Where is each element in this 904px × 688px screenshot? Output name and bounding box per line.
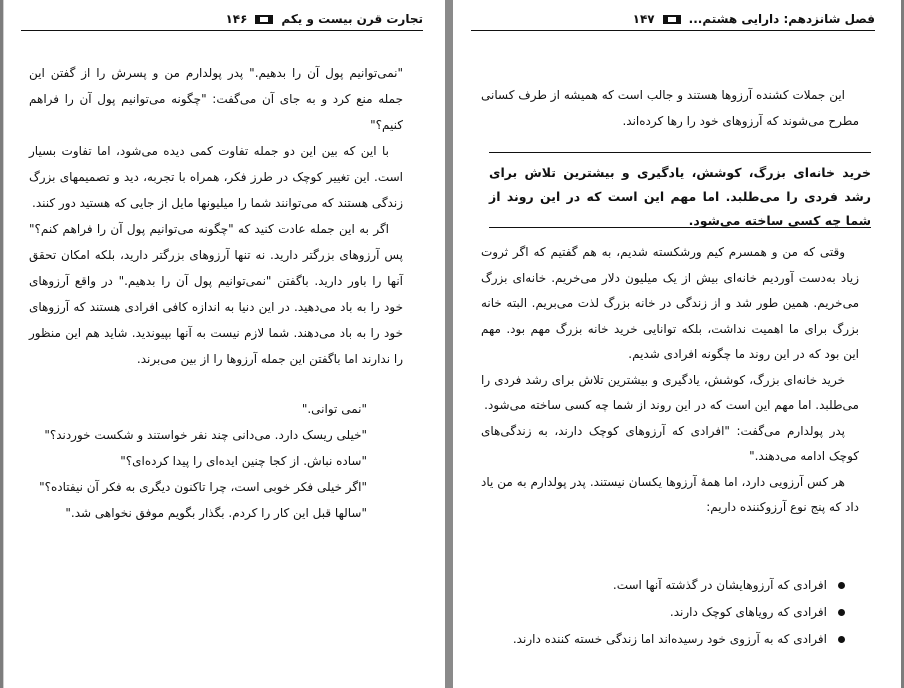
book-gutter — [445, 0, 453, 688]
bullet-list — [473, 572, 845, 653]
running-title: فصل شانزدهم: دارایی هشتم... — [688, 12, 875, 26]
paragraph: خرید خانه‌ای بزرگ، کوشش، یادگیری و بیشترین تلاش برای رشد فردی را می‌طلبد. اما مهم این است که در این روند از شما چه کسی ساخته می‌شود. — [481, 372, 859, 412]
left-page-body — [29, 60, 403, 526]
right-page-intro — [481, 82, 859, 134]
pull-quote: خرید خانه‌ای بزرگ، کوشش، یادگیری و بیشترین تلاش برای رشد فردی را می‌طلبد. اما مهم این است که در این روند از شما چه کسی ساخته می‌شود. — [489, 152, 871, 228]
bullet-item: افرادی که آرزوهایشان در گذشته آنها است. — [473, 572, 845, 599]
quote-list — [29, 396, 403, 526]
paragraph: اگر به این جمله عادت کنید که "چگونه می‌توانیم پول آن را فراهم کنم؟" پس آرزوهای بزرگتر دارید. نه تنها آرزوهای بزرگتر دارید، بلکه امکان تحقق آنها را باور دارید. باگفتن "نمی‌توانیم پول آن را بدهیم." در واقع آرزوهای خود را به باد می‌دهید. در این دنیا به اندازه کافی افرادی هستند که آرزوهای خود را به باد می‌دهند. شما لازم نیست به آنها بپیوندید. شاید هم این منظور را ندارند اما باگفتن این جمله آرزوها را از بین می‌برند. — [29, 222, 403, 366]
publisher-logo-icon — [663, 15, 681, 24]
bullet-item: افرادی که به آرزوی خود رسیده‌اند اما زندگی خسته کننده دارند. — [473, 626, 845, 653]
publisher-logo-icon — [255, 15, 273, 24]
paragraph: با این که بین این دو جمله تفاوت کمی دیده می‌شود، اما تفاوت بسیار است. این تغییر کوچک در طرز فکر، همراه با تجربه، دید و تصمیمهای بزرگ زندگی هستند که می‌توانند شما را میلیونها مایل از جایی که هستید دور کنند. — [29, 144, 403, 210]
paragraph: پدر پولدارم می‌گفت: "افرادی که آرزوهای کوچک دارند، به زندگی‌های کوچک ادامه می‌دهند." — [481, 423, 859, 463]
page-number: ۱۴۶ — [225, 12, 248, 26]
quote-item: "نمی توانی." — [301, 402, 367, 416]
quote-item: "سالها قبل این کار را کردم. بگذار بگویم موفق نخواهی شد." — [65, 506, 367, 520]
quote-item: "اگر خیلی فکر خوبی است، چرا تاکنون دیگری به فکر آن نیفتاده؟" — [39, 480, 367, 494]
quote-item: "ساده نباش. از کجا چنین ایده‌ای را پیدا کرده‌ای؟" — [120, 454, 367, 468]
quote-item: "خیلی ریسک دارد. می‌دانی چند نفر خواستند و شکست خوردند؟" — [44, 428, 367, 442]
right-page — [453, 0, 901, 688]
paragraph: هر کس آرزویی دارد، اما همهٔ آرزوها یکسان نیستند. پدر پولدارم به من یاد داد که پنج نوع آرزوکننده داریم: — [481, 474, 859, 514]
running-title: تجارت قرن بیست و یکم — [281, 12, 423, 26]
bullet-item: افرادی که رویاهای کوچک دارند. — [473, 599, 845, 626]
left-page-header — [21, 8, 423, 31]
right-page-header — [471, 8, 875, 31]
page-number: ۱۴۷ — [632, 12, 655, 26]
left-page — [3, 0, 445, 688]
right-page-body — [481, 240, 859, 521]
paragraph: "نمی‌توانیم پول آن را بدهیم." پدر پولدارم من و پسرش را از گفتن این جمله منع کرد و به جای آن می‌گفت: "چگونه می‌توانیم پول آن را فراهم کنیم؟" — [29, 66, 403, 132]
paragraph: این جملات کشنده آرزوها هستند و جالب است که همیشه از طرف کسانی مطرح می‌شوند که آرزوهای خود را رها کرده‌اند. — [481, 88, 859, 128]
paragraph: وقتی که من و همسرم کیم ورشکسته شدیم، به هم گفتیم که اگر ثروت زیاد به‌دست آوردیم خانه‌ای بیش از یک میلیون دلار می‌خریم. خانه‌ای بزرگ می‌خریم. همین طور شد و از زندگی در خانه بزرگ لذت می‌بریم. البته خانه بزرگ برای ما اهمیت نداشت، بلکه توانایی خرید خانه بزرگ مهم بود. مهم این بود که در این روند ما چگونه افرادی شدیم. — [481, 245, 859, 361]
